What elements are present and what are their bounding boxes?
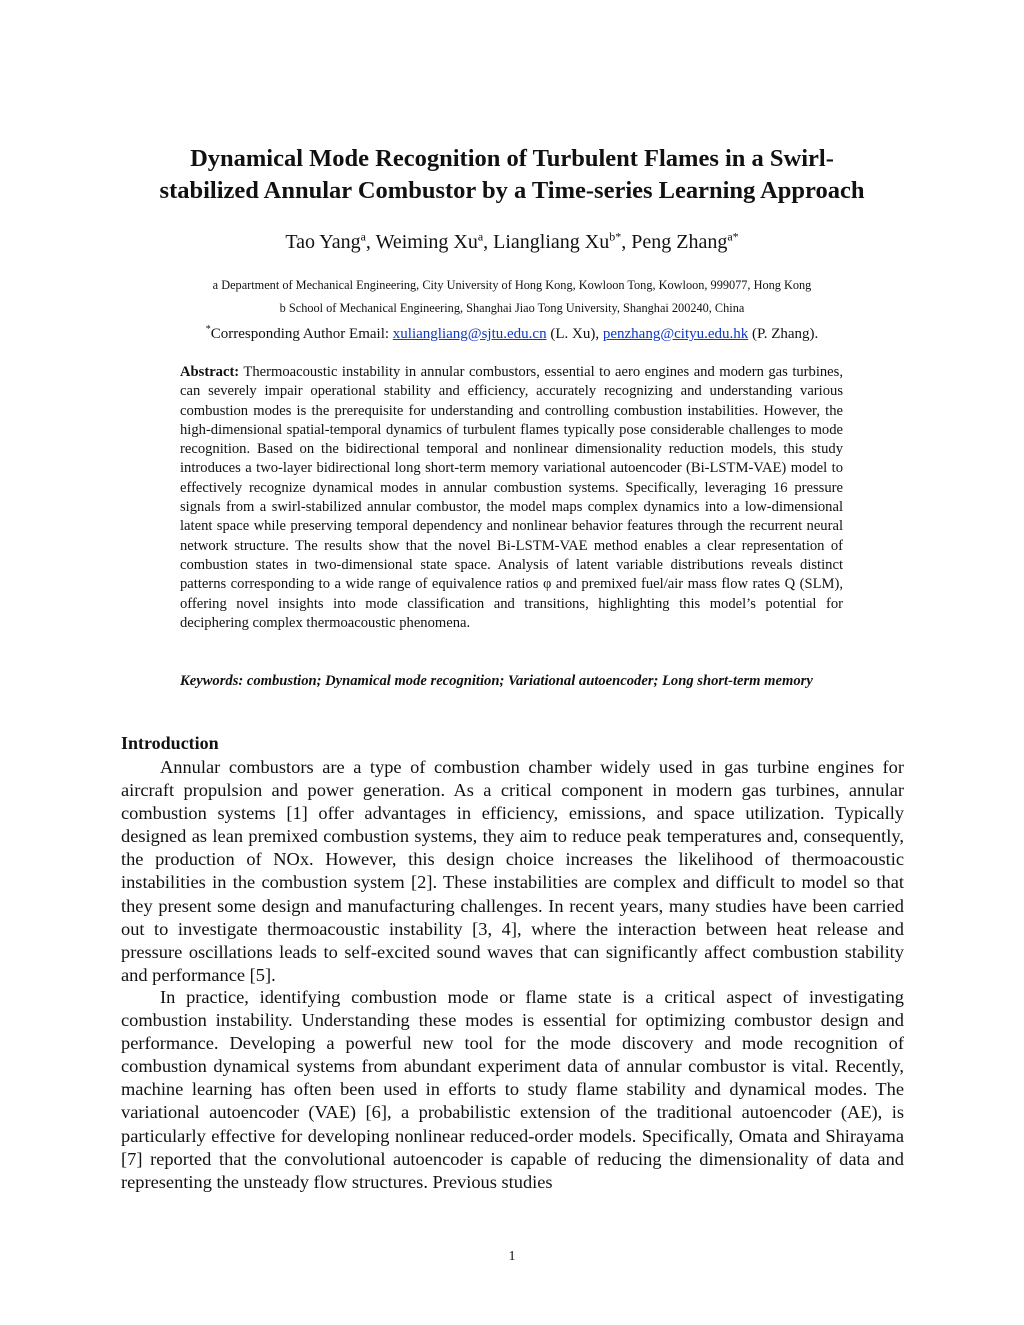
author-affil-mark: a* — [727, 229, 739, 244]
page-number: 1 — [508, 1249, 516, 1264]
author-name: Liangliang Xu — [493, 231, 610, 253]
body-paragraph: In practice, identifying combustion mode or flame state is a critical aspect of investigating combustion instability. Understanding these modes is essential for optimizing combustor design and performance. Developing a powerful new tool for the mode discovery and mode recognition of combustion dynamical systems from abundant experiment data of annular combustor is vital. Recently, machine learning has often been used in efforts to study flame stability and dynamical modes. The variational autoencoder (VAE) [6], a probabilistic extension of the traditional autoencoder (AE), is particularly effective for developing nonlinear reduced-order models. Specifically, Omata and Shirayama [7] reported that the convolutional autoencoder is capable of reducing the dimensionality of data and representing the unsteady flow structures. Previous studies — [121, 987, 904, 1192]
section-heading-introduction: Introduction — [121, 733, 219, 753]
corresponding-author: *Corresponding Author Email: xuliangliang@sjtu.edu.cn (L. Xu), penzhang@cityu.edu.hk (P. Zhang). — [205, 324, 819, 342]
author-name: Weiming Xu — [375, 231, 478, 253]
abstract-text: Thermoacoustic instability in annular combustors, essential to aero engines and modern gas turbines, can severely impair operational stability and efficiency, accurately recognizing and understanding various combustion modes is the prerequisite for understanding and controlling combustion instabilities. However, the high-dimensional spatial-temporal dynamics of turbulent flames typically pose considerable challenges to mode recognition. Based on the bidirectional temporal and nonlinear dimensionality reduction models, this study introduces a two-layer bidirectional long short-term memory variational autoencoder (Bi-LSTM-VAE) model to effectively recognize dynamical modes in annular combustion systems. Specifically, leveraging 16 pressure signals from a swirl-stabilized annular combustor, the model maps complex dynamics into a low-dimensional latent space while preserving temporal dependency and nonlinear behavior features through the recurrent neural network structure. The results show that the novel Bi-LSTM-VAE method enables a clear representation of combustion states in two-dimensional state space. Analysis of latent variable distributions reveals distinct patterns corresponding to a wide range of equivalence ratios φ and premixed fuel/air mass flow rates Q (SLM), offering novel insights into mode classification and transitions, highlighting this model’s potential for deciphering complex thermoacoustic phenomena. — [180, 364, 843, 631]
affiliation-b: b School of Mechanical Engineering, Shanghai Jiao Tong University, Shanghai 200240, China — [279, 301, 745, 315]
author-list: Tao Yang$^a$, Weiming Xu$^a$, Liangliang $Xu^{b*}$, Peng Zhang$^{a*}$ — [285, 229, 739, 253]
abstract — [180, 363, 843, 633]
title-line-2: stabilized Annular Combustor by a Time-series Learning Approach — [159, 177, 865, 204]
email-link-zhang[interactable]: penzhang@cityu.edu.hk — [602, 326, 749, 342]
corresponding-mark: * — [205, 324, 211, 335]
author-name: Peng Zhang — [631, 231, 728, 253]
author-affil-mark: a — [360, 229, 366, 244]
author-affil-mark: a — [477, 229, 484, 244]
title-line-1: Dynamical Mode Recognition of Turbulent Flames in a Swirl- — [190, 145, 834, 172]
keywords: Keywords: combustion; Dynamical mode recognition; Variational autoencoder; Long short-term memory — [180, 673, 813, 689]
abstract-label: Abstract: — [180, 364, 240, 380]
email-link-xu[interactable]: xuliangliang@sjtu.edu.cn — [392, 326, 547, 342]
author-name: Tao Yang — [285, 231, 361, 253]
paper-title — [100, 143, 924, 207]
author-affil-mark: b* — [609, 229, 622, 244]
affiliation-a: a Department of Mechanical Engineering, City University of Hong Kong, Kowloon Tong, Kowloon, 999077, Hong Kong — [212, 278, 812, 292]
body-paragraph: Annular combustors are a type of combustion chamber widely used in gas turbine engines for aircraft propulsion and power generation. As a critical component in modern gas turbines, annular combustion systems [1] offer advantages in efficiency, emissions, and space utilization. Typically designed as lean premixed combustion systems, they aim to reduce peak temperatures and, consequently, the production of NOx. However, this design choice increases the likelihood of thermoacoustic instabilities in the combustion system [2]. These instabilities are complex and difficult to model so that they present some design and manufacturing challenges. In recent years, many studies have been carried out to investigate thermoacoustic instability [3, 4], where the interaction between heat release and pressure oscillations leads to self-excited sound waves that can significantly affect combustion stability and performance [5]. — [121, 757, 904, 985]
